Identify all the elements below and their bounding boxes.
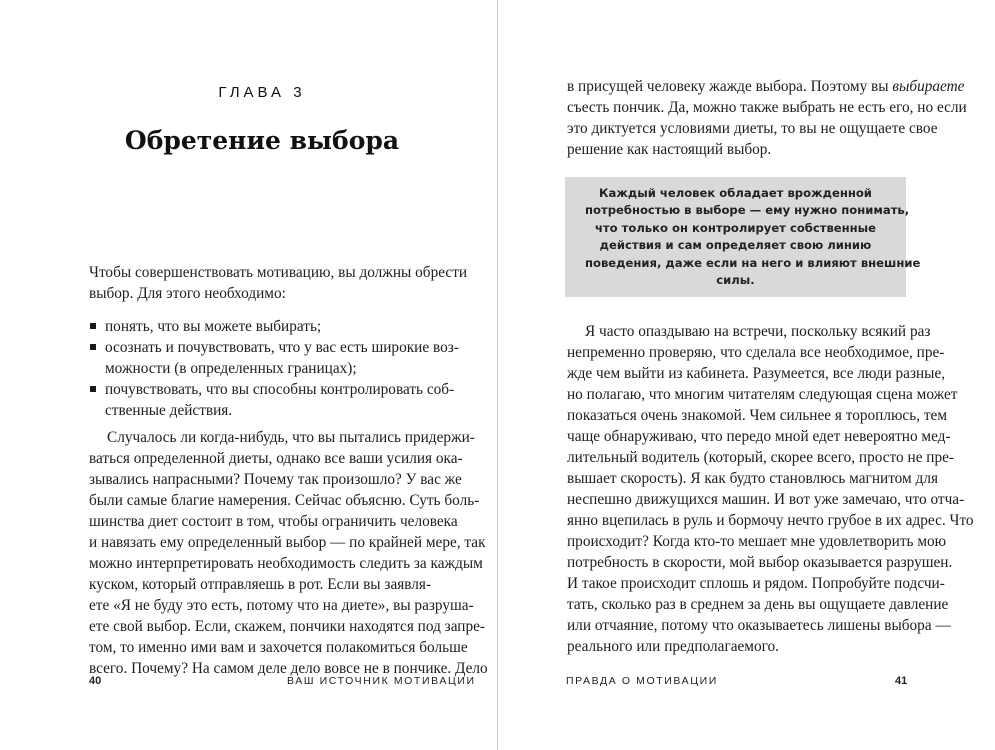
text-line: решение как настоящий выбор.	[567, 141, 772, 158]
page-number: 41	[895, 675, 908, 687]
text-line: или отчаяние, потому что оказываетесь лишены выбора —	[567, 617, 951, 634]
text-line: ете «Я не буду это есть, потому что на диете», вы разруша-	[89, 597, 474, 614]
callout-box	[565, 177, 921, 297]
body-paragraph	[567, 321, 974, 657]
left-page	[0, 0, 497, 750]
text-line: в присущей человеку жажде выбора. Поэтому вы выбираете	[567, 78, 965, 95]
bullet-marker	[90, 323, 96, 329]
chapter-label: ГЛАВА 3	[218, 84, 306, 101]
text-line: Я часто опаздываю на встречи, поскольку всякий раз	[585, 323, 931, 340]
running-header: ПРАВДА О МОТИВАЦИИ	[566, 675, 718, 687]
text-line: янно вцепилась в руль и бормочу нечто грубое в их адрес. Что	[567, 512, 974, 529]
emphasis-text: выбираете	[892, 78, 965, 95]
callout-line: поведения, даже если на него и влияют внешние	[585, 255, 921, 270]
text-line: но полагаю, что многим читателям следующая сцена может	[567, 386, 958, 403]
callout-line: действия и сам определяет свою линию	[599, 238, 872, 252]
text-line: Чтобы совершенствовать мотивацию, вы должны обрести	[89, 264, 468, 281]
callout-line: силы.	[716, 273, 755, 287]
list-item	[89, 337, 459, 379]
text-line: это диктуется условиями диеты, то вы не ощущаете свое	[567, 120, 938, 137]
text-line: непременно проверяю, что сделала все необходимое, пре-	[567, 344, 945, 361]
body-paragraph	[89, 427, 488, 679]
text-line: были самые благие намерения. Сейчас объясню. Суть боль-	[89, 492, 480, 509]
bullet-marker	[90, 344, 96, 350]
text-line: всего. Почему? На самом деле дело вовсе не в пончике. Дело	[89, 660, 488, 677]
text-line: ственные действия.	[105, 402, 233, 419]
text-line: ваться определенной диеты, однако все ваши усилия ока-	[89, 450, 463, 467]
text-line: реального или предполагаемого.	[567, 638, 779, 655]
text-line: потребность в скорости, мой выбор оказывается разрушен.	[567, 554, 953, 571]
list-item	[89, 316, 431, 337]
bullet-marker	[90, 386, 96, 392]
bullet-list	[89, 316, 459, 421]
text-line: тать, сколько раз в среднем за день вы ощущаете давление	[567, 596, 949, 613]
text-line: Случалось ли когда-нибудь, что вы пытались придержи-	[107, 429, 475, 446]
text-line: шинства диет состоит в том, чтобы ограничить человека	[89, 513, 458, 530]
text-line: вышает скорость). Я как будто становлюсь магнитом для	[567, 470, 938, 487]
intro-paragraph	[89, 262, 468, 304]
text-line: выбор. Для этого необходимо:	[89, 285, 286, 302]
text-line: можности (в определенных границах);	[105, 360, 357, 377]
text-line: том, то именно ими вам и захочется полакомиться больше	[89, 639, 468, 656]
chapter-title: Обретение выбора	[124, 126, 400, 155]
text-line: съесть пончик. Да, можно также выбрать не есть его, но если	[567, 99, 967, 116]
callout-line: Каждый человек обладает врожденной	[599, 185, 872, 200]
text-line: лительный водитель (который, скорее всего, просто не пре-	[567, 449, 955, 466]
text-line: жде чем выйти из кабинета. Разумеется, все люди разные,	[567, 365, 946, 382]
running-header: ВАШ ИСТОЧНИК МОТИВАЦИИ	[287, 675, 476, 687]
text-line: происходит? Когда кто-то мешает мне удовлетворить мою	[567, 533, 947, 550]
text-line: понять, что вы можете выбирать;	[105, 318, 322, 335]
text-line: куском, который отправляешь в рот. Если вы заявля-	[89, 576, 432, 593]
text-line: чаще обнаруживаю, что передо мной едет невероятно мед-	[567, 428, 951, 445]
list-item	[89, 379, 455, 421]
continued-paragraph	[567, 76, 967, 160]
text-line: можно интерпретировать необходимость следить за каждым	[89, 555, 483, 572]
text-line: ете свой выбор. Если, скажем, пончики находятся под запре-	[89, 618, 486, 635]
callout-line: потребностью в выборе — ему нужно понимать,	[585, 203, 910, 217]
text-line: показаться очень знакомой. Чем сильнее я тороплюсь, тем	[567, 407, 948, 424]
text-line: почувствовать, что вы способны контролировать соб-	[105, 381, 455, 398]
text-line: зывались напрасными? Почему так произошло? У вас же	[89, 471, 462, 488]
right-page	[498, 0, 995, 750]
text-line: И такое происходит сплошь и рядом. Попробуйте подсчи-	[567, 575, 945, 592]
text-line: и навязать ему определенный выбор — по крайней мере, так	[89, 534, 486, 551]
text-line: осознать и почувствовать, что у вас есть широкие воз-	[105, 339, 459, 356]
text-line: неспешно движущихся машин. И вот уже замечаю, что отча-	[567, 491, 965, 508]
page-number: 40	[89, 675, 102, 687]
callout-line: что только он контролирует собственные	[594, 220, 877, 235]
